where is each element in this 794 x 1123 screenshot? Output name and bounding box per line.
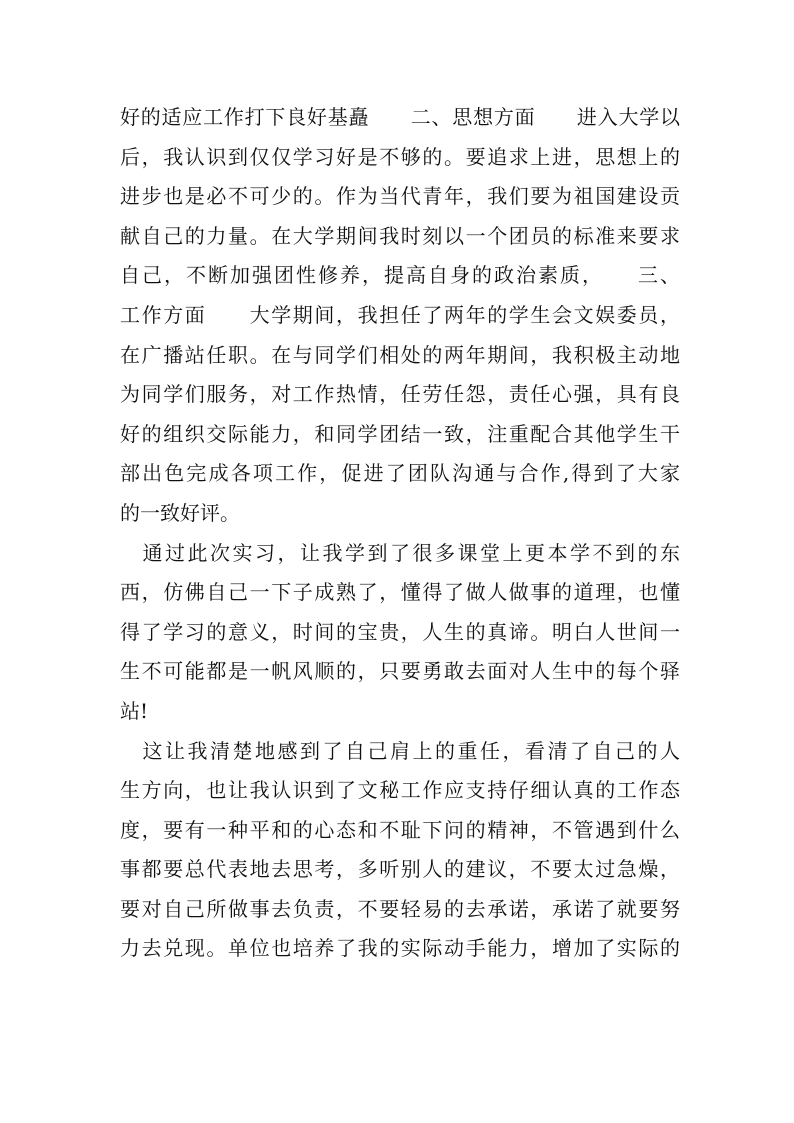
text-line: 自己，不断加强团性修养，提高自身的政治素质， 三、 <box>120 263 680 288</box>
text-line: 力去兑现。单位也培养了我的实际动手能力，增加了实际的 <box>120 936 680 961</box>
text-line: 得了学习的意义，时间的宝贵，人生的真谛。明白人世间一 <box>120 619 680 644</box>
document-body <box>120 98 680 969</box>
paragraph-start-line: 通过此次实习，让我学到了很多课堂上更本学不到的东 <box>120 540 680 565</box>
text-line: 西，仿佛自己一下子成熟了，懂得了做人做事的道理，也懂 <box>120 580 680 605</box>
text-line: 后，我认识到仅仅学习好是不够的。要追求上进，思想上的 <box>120 144 680 169</box>
text-line: 生方向，也让我认识到了文秘工作应支持仔细认真的工作态 <box>120 778 680 803</box>
text-line: 好的组织交际能力，和同学团结一致，注重配合其他学生干 <box>120 421 680 446</box>
paragraph-end-line: 的一致好评。 <box>120 500 240 525</box>
text-line: 生不可能都是一帆风顺的，只要勇敢去面对人生中的每个驿 <box>120 659 680 684</box>
text-line: 要对自己所做事去负责，不要轻易的去承诺，承诺了就要努 <box>120 896 680 921</box>
text-line: 进步也是必不可少的。作为当代青年，我们要为祖国建设贡 <box>120 184 680 209</box>
text-line: 在广播站任职。在与同学们相处的两年期间，我积极主动地 <box>120 342 680 367</box>
text-line: 献自己的力量。在大学期间我时刻以一个团员的标准来要求 <box>120 223 680 248</box>
text-line: 为同学们服务，对工作热情，任劳任怨，责任心强，具有良 <box>120 382 680 407</box>
text-line: 工作方面 大学期间，我担任了两年的学生会文娱委员， <box>120 302 680 327</box>
text-line: 好的适应工作打下良好基矗 二、思想方面 进入大学以 <box>120 105 680 129</box>
paragraph-end-line: 站! <box>120 698 149 723</box>
text-line: 事都要总代表地去思考，多听别人的建议，不要太过急燥， <box>120 857 680 882</box>
paragraph-start-line: 这让我清楚地感到了自己肩上的重任，看清了自己的人 <box>120 738 680 763</box>
text-line: 部出色完成各项工作，促进了团队沟通与合作,得到了大家 <box>120 461 680 486</box>
text-line: 度，要有一种平和的心态和不耻下问的精神，不管遇到什么 <box>120 817 680 842</box>
